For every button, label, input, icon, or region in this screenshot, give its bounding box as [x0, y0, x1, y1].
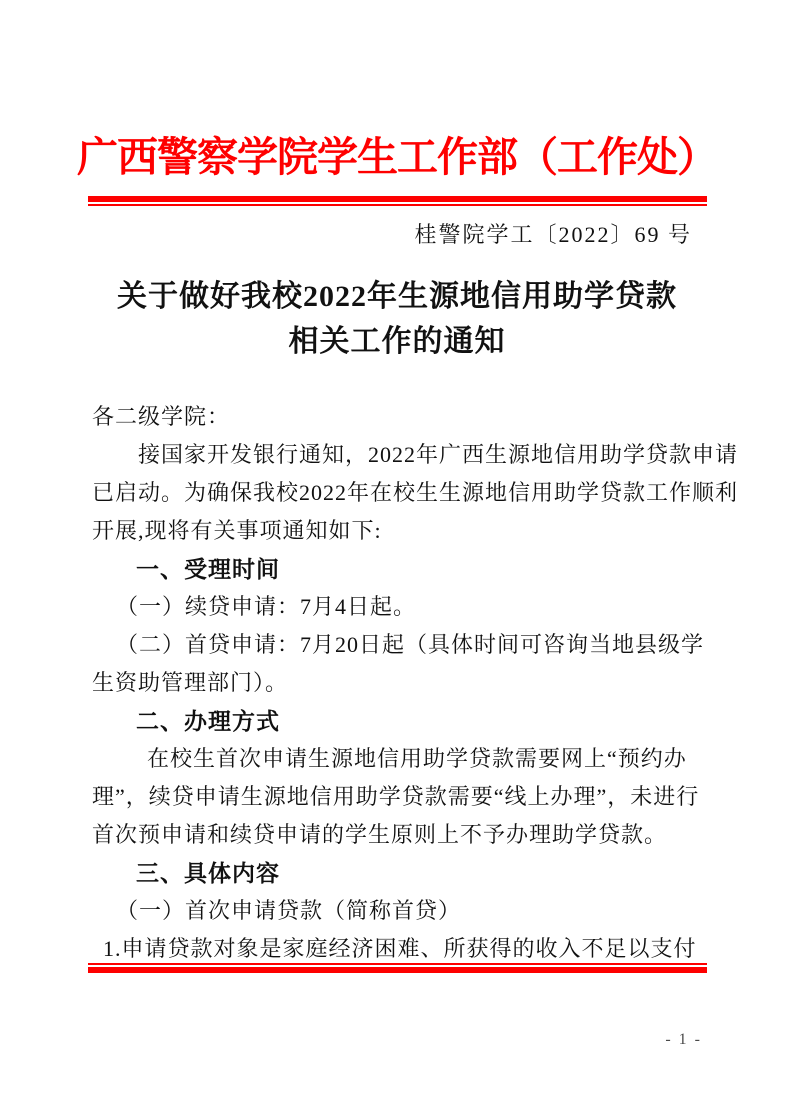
body-line: 接国家开发银行通知，2022年广西生源地信用助学贷款申请 — [138, 442, 739, 467]
body-line: 首次预申请和续贷申请的学生原则上不予办理助学贷款。 — [92, 822, 668, 847]
body-line: （一）续贷申请：7月4日起。 — [116, 594, 417, 619]
body-line: （一）首次申请贷款（简称首贷） — [116, 898, 462, 923]
body-line: 在校生首次申请生源地信用助学贷款需要网上“预约办 — [147, 746, 687, 771]
document-title — [0, 274, 794, 364]
bottom-rule-thick-line — [88, 967, 707, 973]
document-title-line2: 相关工作的通知 — [288, 325, 506, 358]
bottom-double-rule — [88, 963, 707, 973]
top-double-rule — [88, 196, 707, 206]
top-rule-thick-line — [88, 196, 707, 202]
body-line: 理”，续贷申请生源地信用助学贷款需要“线上办理”，未进行 — [92, 784, 700, 809]
document-title-line1: 关于做好我校2022年生源地信用助学贷款 — [117, 280, 677, 313]
section-heading: 三、具体内容 — [136, 860, 280, 886]
page-number: - 1 - — [665, 1031, 702, 1048]
body-line: 开展,现将有关事项通知如下: — [92, 518, 382, 543]
bottom-rule-thin-line — [88, 963, 707, 965]
body-line: 各二级学院： — [92, 404, 231, 429]
body-line: 已启动。为确保我校2022年在校生生源地信用助学贷款工作顺利 — [92, 480, 739, 505]
top-rule-thin-line — [88, 204, 707, 206]
document-number: 桂警院学工〔2022〕69 号 — [414, 222, 692, 247]
red-header-title: 广西警察学院学生工作部（工作处） — [77, 134, 717, 180]
section-heading: 一、受理时间 — [136, 556, 280, 582]
document-body — [92, 398, 739, 968]
section-heading: 二、办理方式 — [136, 708, 280, 734]
body-line: 1.申请贷款对象是家庭经济困难、所获得的收入不足以支付 — [103, 936, 697, 961]
body-line: （二）首贷申请：7月20日起（具体时间可咨询当地县级学 — [116, 632, 705, 657]
body-line: 生资助管理部门）。 — [92, 670, 289, 695]
